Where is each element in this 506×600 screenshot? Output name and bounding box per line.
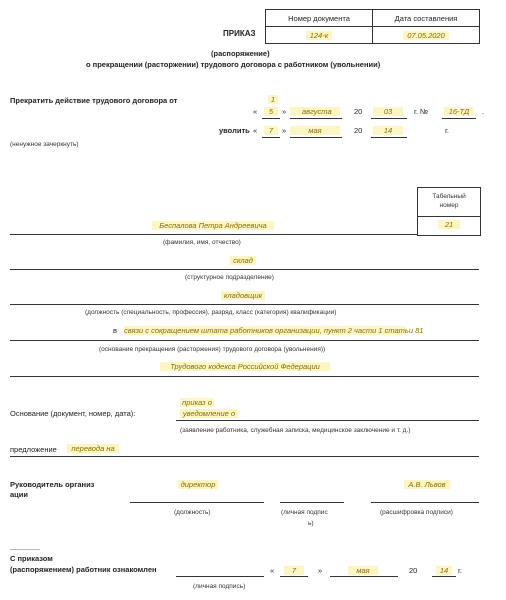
ack-label-line2: (распоряжением) работник ознакомлен — [10, 565, 157, 574]
dismiss-label: уволить — [219, 126, 250, 135]
contract-day-field[interactable]: 5 — [264, 107, 278, 116]
order-subject: о прекращении (расторжении) трудового договора с работником (увольнении) — [86, 60, 381, 69]
tab-number-value: 21 — [438, 220, 460, 229]
contract-month-field[interactable]: августа — [290, 107, 340, 116]
contract-number-field[interactable]: 16-ТД — [444, 107, 474, 116]
basis-caption: (заявление работника, служебная записка, медицинское заключение и т. д.) — [180, 427, 411, 434]
employee-name-caption: (фамилия, имя, отчество) — [163, 239, 241, 246]
head-label-line2: ации — [10, 490, 29, 499]
order-title: ПРИКАЗ — [223, 29, 256, 38]
basis-line1[interactable]: приказ о — [180, 398, 214, 407]
ack-year-prefix: 20 — [409, 566, 418, 575]
dismiss-month-field[interactable]: мая — [290, 126, 340, 135]
dismiss-close-quote: » — [282, 126, 287, 135]
doc-number-cell[interactable] — [266, 27, 373, 44]
doc-number-value: 124-к — [306, 31, 333, 40]
head-signature-name-field[interactable]: А.В. Львов — [404, 480, 450, 489]
tab-number-header — [417, 187, 481, 217]
head-position-caption: (должность) — [174, 509, 211, 516]
basis-line2[interactable]: уведомление о — [180, 409, 238, 418]
doc-number-label: Номер документа — [266, 10, 373, 27]
position-caption: (должность (специальность, профессия), разряд, класс (категория) квалификации) — [85, 309, 337, 316]
dismiss-open-quote: « — [253, 126, 258, 135]
terminate-label: Прекратить действие трудового договора от — [10, 96, 178, 105]
contract-year-field[interactable]: 03 — [373, 107, 403, 116]
head-sign-caption-2: ь) — [308, 520, 314, 527]
contract-year-prefix: 20 — [354, 107, 363, 116]
reason-field[interactable]: связи с сокращением штата работников организации, пункт 2 части 1 статьи 81 — [124, 326, 424, 335]
head-position-field[interactable]: директор — [178, 480, 218, 489]
date-value: 07.05.2020 — [403, 31, 449, 40]
contract-dot: . — [482, 107, 485, 116]
dismiss-year-suffix: г. — [445, 126, 449, 135]
close-quote: » — [282, 107, 287, 116]
ack-close-quote: » — [318, 566, 323, 575]
head-sign-caption-1: (личная подпис — [281, 509, 328, 516]
ack-label-line1: С приказом — [10, 554, 53, 563]
doc-header-table — [265, 9, 480, 44]
ack-year-suffix: г. — [458, 566, 462, 575]
date-cell[interactable] — [373, 27, 480, 44]
proposal-field[interactable]: перевода на — [67, 444, 119, 453]
head-label-line1: Руководитель организ — [10, 480, 95, 489]
tab-number-cell[interactable] — [417, 216, 481, 236]
ack-month-field[interactable]: мая — [348, 566, 378, 575]
dismiss-year-field[interactable]: 14 — [373, 126, 403, 135]
dismiss-day-field[interactable]: 7 — [264, 126, 278, 135]
employee-name-field[interactable]: Беспалова Петра Андреевича — [152, 221, 274, 230]
department-caption: (структурное подразделение) — [185, 274, 274, 281]
date-label: Дата составления — [373, 10, 480, 27]
dismiss-year-prefix: 20 — [354, 126, 363, 135]
department-field[interactable]: склад — [230, 256, 256, 265]
contract-number-label: г. № — [414, 107, 429, 116]
order-subtitle: (распоряжение) — [211, 49, 270, 58]
basis-label: Основание (документ, номер, дата): — [10, 409, 136, 418]
contract-day-top: 1 — [268, 95, 278, 104]
head-decode-caption: (расшифровка подписи) — [380, 509, 453, 516]
reason-caption: (основание прекращения (расторжения) трудового договора (увольнения)) — [99, 346, 326, 353]
tab-number-label: Табельный номер — [432, 193, 466, 209]
reason-prefix: в — [113, 326, 117, 335]
open-quote: « — [253, 107, 258, 116]
proposal-label: предложение — [10, 445, 57, 454]
strike-note: (ненужное зачеркнуть) — [10, 141, 79, 148]
ack-sign-caption: (личная подпись) — [193, 583, 246, 590]
reason-law-field[interactable]: Трудового кодекса Российской Федерации — [160, 362, 330, 371]
ack-year-field[interactable]: 14 — [436, 566, 452, 575]
ack-day-field[interactable]: 7 — [284, 566, 304, 575]
ack-open-quote: « — [270, 566, 275, 575]
position-field[interactable]: кладовщик — [221, 291, 265, 300]
